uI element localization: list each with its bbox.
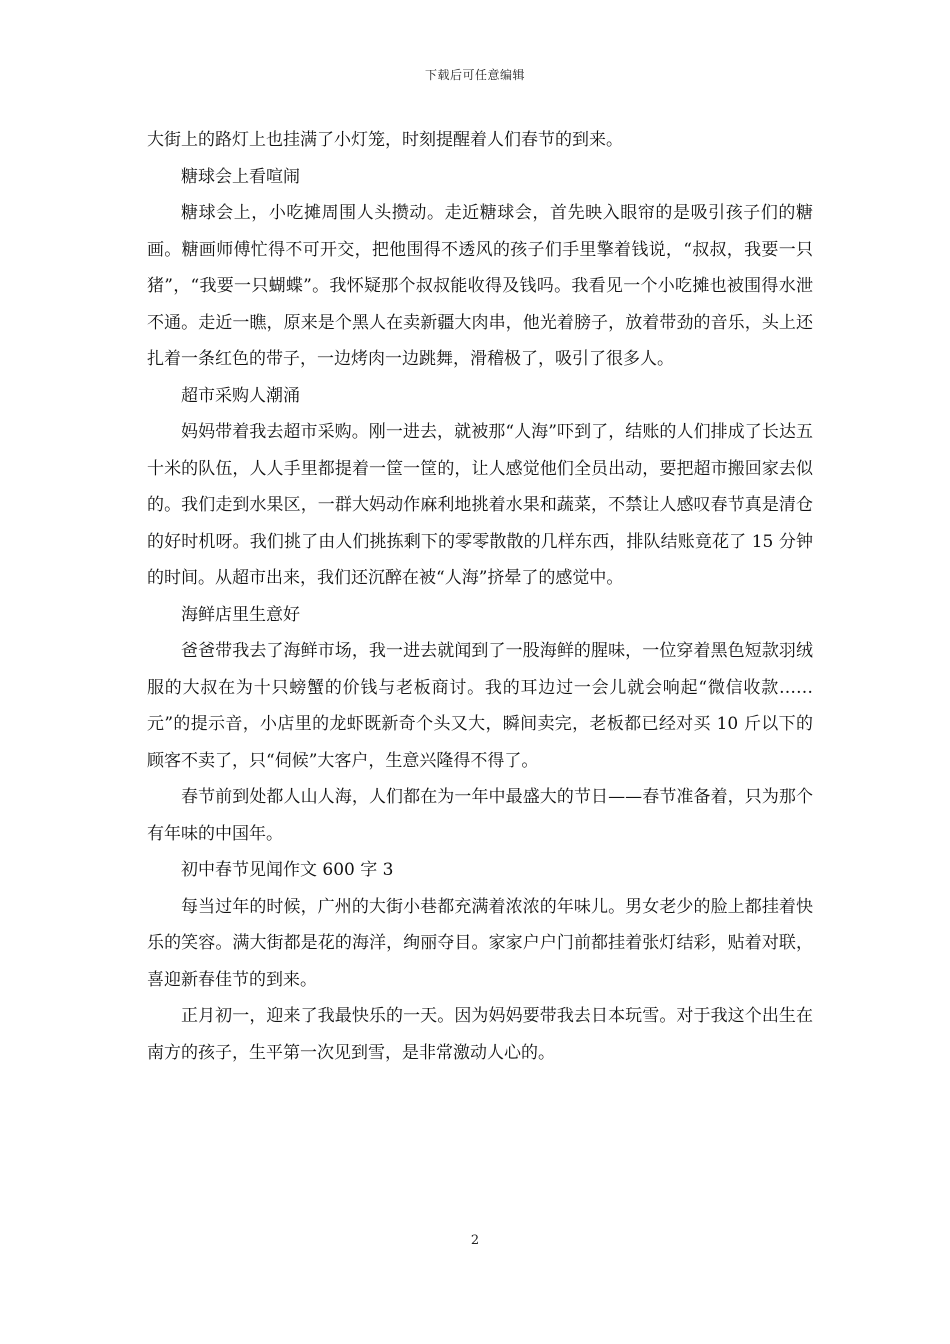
- paragraph-guangzhou: 每当过年的时候，广州的大街小巷都充满着浓浓的年味儿。男女老少的脸上都挂着快乐的笑容。满大街都是花的海洋，绚丽夺目。家家户户门前都挂着张灯结彩，贴着对联，喜迎新春佳节的到来。: [147, 896, 813, 990]
- paragraph-supermarket: 妈妈带着我去超市采购。刚一进去，就被那“人海”吓到了，结账的人们排成了长达五十米的队伍，人人手里都提着一筐一筐的，让人感觉他们全员出动，要把超市搬回家去似的。我们走到水果区，一群大妈动作麻利地挑着水果和蔬菜，不禁让人感叹春节真是清仓的好时机呀。我们挑了由人们挑拣剩下的零零散散的几样东西，排队结账竟花了 15 分钟的时间。从超市出来，我们还沉醉在被“人海”挤晕了的感觉中。: [147, 422, 813, 588]
- page-header: 下载后可任意编辑: [424, 68, 525, 82]
- paragraph-seafood: 爸爸带我去了海鲜市场，我一进去就闻到了一股海鲜的腥味，一位穿着黑色短款羽绒服的大叔在为十只螃蟹的价钱与老板商讨。我的耳边过一会儿就会响起“微信收款……元”的提示音，小店里的龙虾既新奇个头又大，瞬间卖完，老板都已经对买 10 斤以下的顾客不卖了，只“伺候”大客户，生意兴隆得不得了。: [147, 641, 813, 771]
- paragraph-new-year-day: 正月初一，迎来了我最快乐的一天。因为妈妈要带我去日本玩雪。对于我这个出生在南方的孩子，生平第一次见到雪，是非常激动人心的。: [147, 1006, 813, 1063]
- section-heading-supermarket: 超市采购人潮涌: [181, 385, 300, 406]
- paragraph-continuation: 大街上的路灯上也挂满了小灯笼，时刻提醒着人们春节的到来。: [147, 130, 623, 150]
- paragraph-summary: 春节前到处都人山人海，人们都在为一年中最盛大的节日——春节准备着，只为那个有年味的中国年。: [147, 787, 813, 844]
- page-number: 2: [470, 1233, 480, 1248]
- section-heading-seafood: 海鲜店里生意好: [181, 604, 300, 625]
- paragraph-candy-fair: 糖球会上，小吃摊周围人头攒动。走近糖球会，首先映入眼帘的是吸引孩子们的糖画。糖画师傅忙得不可开交，把他围得不透风的孩子们手里擎着钱说，“叔叔，我要一只猪”，“我要一只蝴蝶”。我怀疑那个叔叔能收得及钱吗。我看见一个小吃摊也被围得水泄不通。走近一瞧，原来是个黑人在卖新疆大肉串，他光着膀子，放着带劲的音乐，头上还扎着一条红色的带子，一边烤肉一边跳舞，滑稽极了，吸引了很多人。: [147, 203, 813, 369]
- document-body: [147, 122, 813, 1071]
- essay-title: 初中春节见闻作文 600 字 3: [181, 860, 394, 880]
- section-heading-candy-fair: 糖球会上看喧闹: [181, 166, 300, 187]
